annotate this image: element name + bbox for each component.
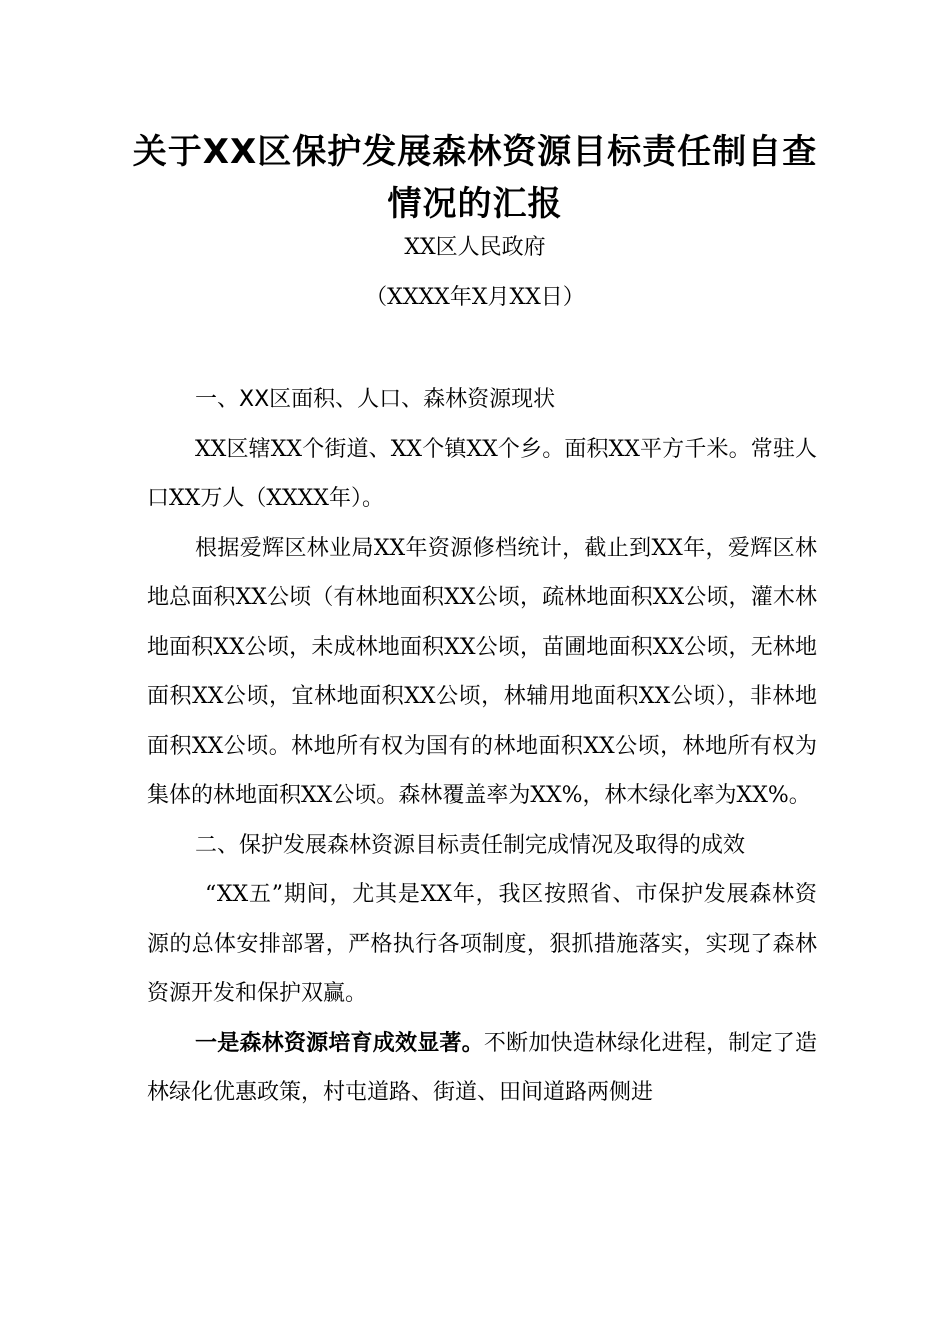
- section-heading-2: 二、保护发展森林资源目标责任制完成情况及取得的成效: [195, 832, 746, 858]
- lead-paragraph: [147, 1019, 817, 1118]
- document-date: （XXXX年X月XX日）: [365, 285, 585, 310]
- document-title: 关于XX区保护发展森林资源目标责任制自查情况的汇报: [132, 132, 818, 224]
- paragraph: 根据爱辉区林业局XX年资源修档统计，截止到XX年，爱辉区林地总面积XX公顷（有林地面积XX公顷，疏林地面积XX公顷，灌木林地面积XX公顷，未成林地面积XX公顷，苗圃地面积XX公顷，无林地面积XX公顷，宜林地面积XX公顷，林辅用地面积XX公顷），非林地面积XX公顷。林地所有权为国有的林地面积XX公顷，林地所有权为集体的林地面积XX公顷。森林覆盖率为XX%，林木绿化率为XX%。: [147, 535, 817, 808]
- document-body: [147, 375, 817, 1118]
- issuing-organization: XX区人民政府: [404, 235, 546, 260]
- paragraph-lead-sentence: 一是森林资源培育成效显著。: [195, 1029, 484, 1056]
- paragraph: “XX五”期间，尤其是XX年，我区按照省、市保护发展森林资源的总体安排部署，严格执行各项制度，狠抓措施落实，实现了森林资源开发和保护双赢。: [147, 882, 817, 1006]
- paragraph: XX区辖XX个街道、XX个镇XX个乡。面积XX平方千米。常驻人口XX万人（XXXX年）。: [147, 436, 817, 511]
- section-heading-1: 一、XX区面积、人口、森林资源现状: [195, 387, 556, 412]
- paragraph-text: 不断加快造林绿化进程，制定了造林绿化优惠政策，村屯道路、街道、田间道路两侧进: [147, 1030, 817, 1105]
